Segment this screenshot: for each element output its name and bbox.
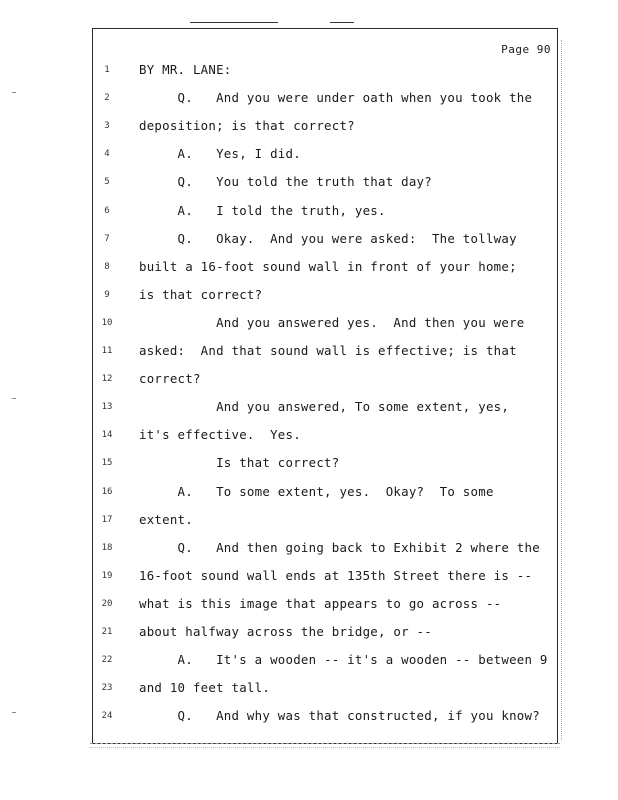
transcript-line	[93, 231, 559, 251]
line-number: 18	[101, 542, 113, 553]
line-text: asked: And that sound wall is effective; is that	[139, 343, 517, 358]
line-number: 8	[104, 261, 110, 272]
transcript-line	[93, 512, 559, 532]
line-number: 24	[101, 711, 113, 722]
line-number: 9	[104, 289, 110, 300]
line-number: 4	[104, 149, 110, 160]
transcript-line	[93, 371, 559, 391]
line-text: about halfway across the bridge, or --	[139, 624, 432, 639]
transcript-line	[93, 203, 559, 223]
scan-mark	[12, 398, 16, 399]
transcript-line	[93, 596, 559, 616]
line-text: what is this image that appears to go across --	[139, 595, 502, 611]
transcript-line	[93, 455, 559, 475]
line-text: A. Yes, I did.	[139, 146, 301, 162]
line-text: is that correct?	[139, 286, 263, 302]
line-number: 20	[101, 598, 113, 609]
line-text: A. I told the truth, yes.	[139, 202, 386, 218]
scan-footer-noise	[90, 743, 560, 748]
line-text: and 10 feet tall.	[139, 680, 271, 696]
line-number: 6	[104, 205, 110, 216]
line-number: 22	[101, 655, 113, 666]
line-number: 7	[104, 233, 110, 244]
line-number: 12	[101, 374, 113, 385]
transcript-line	[93, 568, 559, 588]
transcript-line	[93, 540, 559, 560]
line-text: correct?	[139, 371, 201, 387]
transcript-line	[93, 90, 559, 110]
line-text: And you answered, To some extent, yes,	[139, 399, 510, 415]
line-number: 19	[101, 570, 113, 581]
line-text: And you answered yes. And then you were	[139, 314, 525, 330]
transcript-line	[93, 118, 559, 138]
transcript-line	[93, 427, 559, 447]
transcript-line	[93, 287, 559, 307]
line-number: 23	[101, 683, 113, 694]
line-number: 17	[101, 514, 113, 525]
line-number: 21	[101, 627, 113, 637]
line-text: extent.	[139, 511, 193, 527]
line-number: 11	[101, 346, 113, 356]
line-text: Q. You told the truth that day?	[139, 174, 432, 190]
transcript-line	[93, 708, 559, 728]
line-text: built a 16-foot sound wall in front of your home;	[139, 258, 517, 274]
transcript-line	[93, 315, 559, 335]
line-number: 14	[101, 430, 113, 441]
line-text: deposition; is that correct?	[139, 118, 355, 134]
transcript-line	[93, 174, 559, 194]
transcript-line	[93, 399, 559, 419]
transcript-page	[92, 28, 558, 744]
page-number: Page 90	[501, 43, 551, 56]
transcript-line	[93, 259, 559, 279]
line-number: 16	[101, 486, 113, 497]
top-rule-right	[330, 22, 354, 23]
transcript-line	[93, 484, 559, 504]
line-text: 16-foot sound wall ends at 135th Street there is --	[139, 567, 533, 583]
line-number: 3	[104, 121, 110, 132]
line-number: 1	[104, 65, 110, 75]
line-text: Q. And then going back to Exhibit 2 where the	[139, 539, 540, 555]
line-number: 10	[101, 317, 113, 328]
line-text: it's effective. Yes.	[139, 427, 301, 443]
line-number: 15	[101, 458, 113, 469]
transcript-line	[93, 652, 559, 672]
line-text: Q. And why was that constructed, if you know?	[139, 708, 540, 724]
line-text: Q. Okay. And you were asked: The tollway	[139, 230, 517, 246]
line-text: Is that correct?	[139, 455, 340, 471]
line-number: 2	[104, 93, 110, 104]
line-text: BY MR. LANE:	[139, 62, 232, 77]
line-text: A. It's a wooden -- it's a wooden -- between 9	[139, 652, 548, 668]
top-rule-left	[190, 22, 278, 23]
scan-mark	[12, 712, 16, 713]
transcript-line	[93, 624, 559, 644]
scan-mark	[12, 92, 16, 93]
line-text: Q. And you were under oath when you took the	[139, 90, 533, 106]
line-text: A. To some extent, yes. Okay? To some	[139, 483, 494, 499]
scan-edge	[561, 40, 563, 740]
transcript-line	[93, 62, 559, 82]
transcript-line	[93, 343, 559, 363]
transcript-line	[93, 680, 559, 700]
transcript-line	[93, 146, 559, 166]
line-number: 5	[104, 177, 110, 188]
line-number: 13	[101, 402, 113, 413]
